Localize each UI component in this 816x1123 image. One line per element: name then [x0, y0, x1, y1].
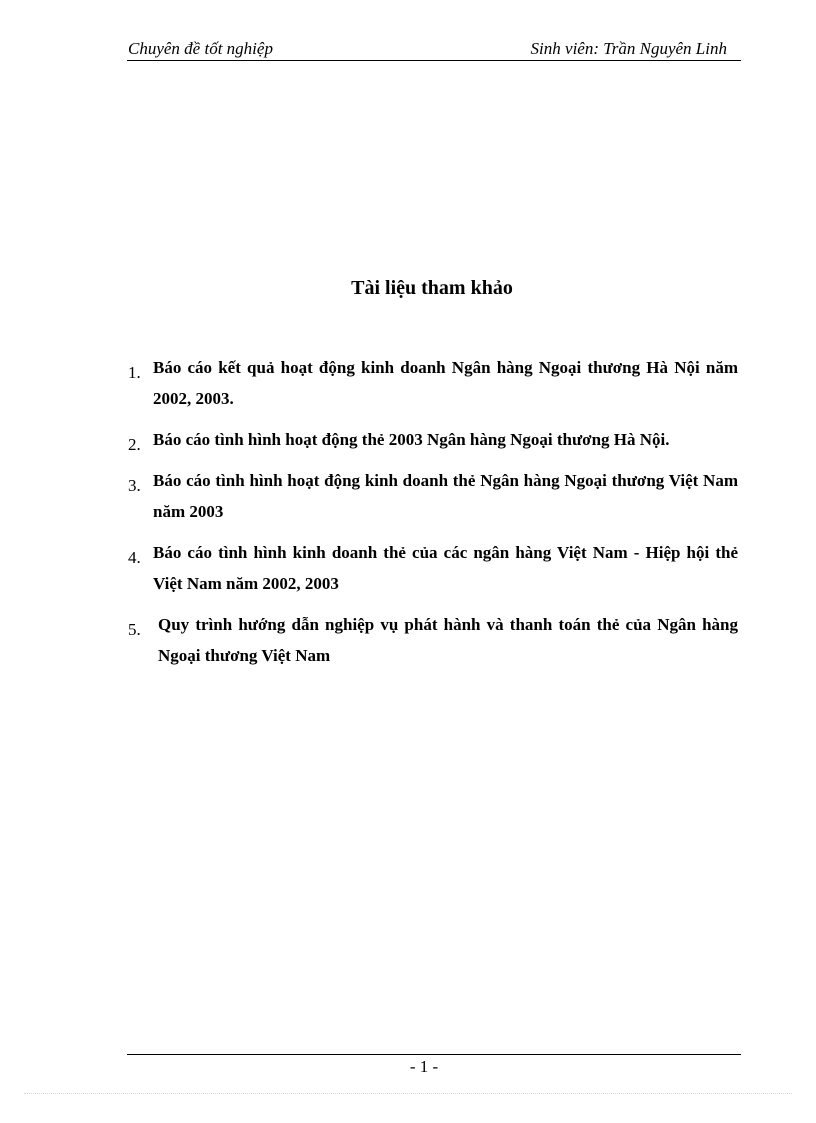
reference-item-3: [127, 465, 738, 527]
reference-item-5: [127, 609, 738, 671]
reference-item-1: [127, 352, 738, 414]
reference-list: [127, 352, 738, 681]
header-document-type: Chuyên đề tốt nghiệp: [128, 39, 273, 58]
reference-number: 4.: [128, 548, 141, 567]
reference-text: Quy trình hướng dẫn nghiệp vụ phát hành và thanh toán thẻ của Ngân hàng Ngoại thương Việt Nam: [158, 615, 738, 665]
reference-number: 3.: [128, 476, 141, 495]
reference-number: 5.: [128, 620, 141, 639]
reference-text: Báo cáo tình hình hoạt động thẻ 2003 Ngân hàng Ngoại thương Hà Nội.: [153, 430, 670, 449]
page-title: Tài liệu tham khảo: [351, 277, 513, 299]
footer-divider: [127, 1054, 741, 1055]
reference-number: 2.: [128, 435, 141, 454]
header-student-name: Sinh viên: Trần Nguyên Linh: [530, 39, 727, 58]
reference-item-4: [127, 537, 738, 599]
reference-item-2: [127, 424, 738, 455]
page-header: [127, 38, 741, 61]
reference-number: 1.: [128, 363, 141, 382]
page-number: - 1 -: [409, 1057, 439, 1076]
reference-text: Báo cáo kết quả hoạt động kinh doanh Ngân hàng Ngoại thương Hà Nội năm 2002, 2003.: [153, 358, 738, 408]
reference-text: Báo cáo tình hình hoạt động kinh doanh thẻ Ngân hàng Ngoại thương Việt Nam năm 2003: [153, 471, 738, 521]
reference-text: Báo cáo tình hình kinh doanh thẻ của các ngân hàng Việt Nam - Hiệp hội thẻ Việt Nam năm 2002, 2003: [153, 543, 738, 593]
page-bottom-edge: [24, 1093, 792, 1094]
